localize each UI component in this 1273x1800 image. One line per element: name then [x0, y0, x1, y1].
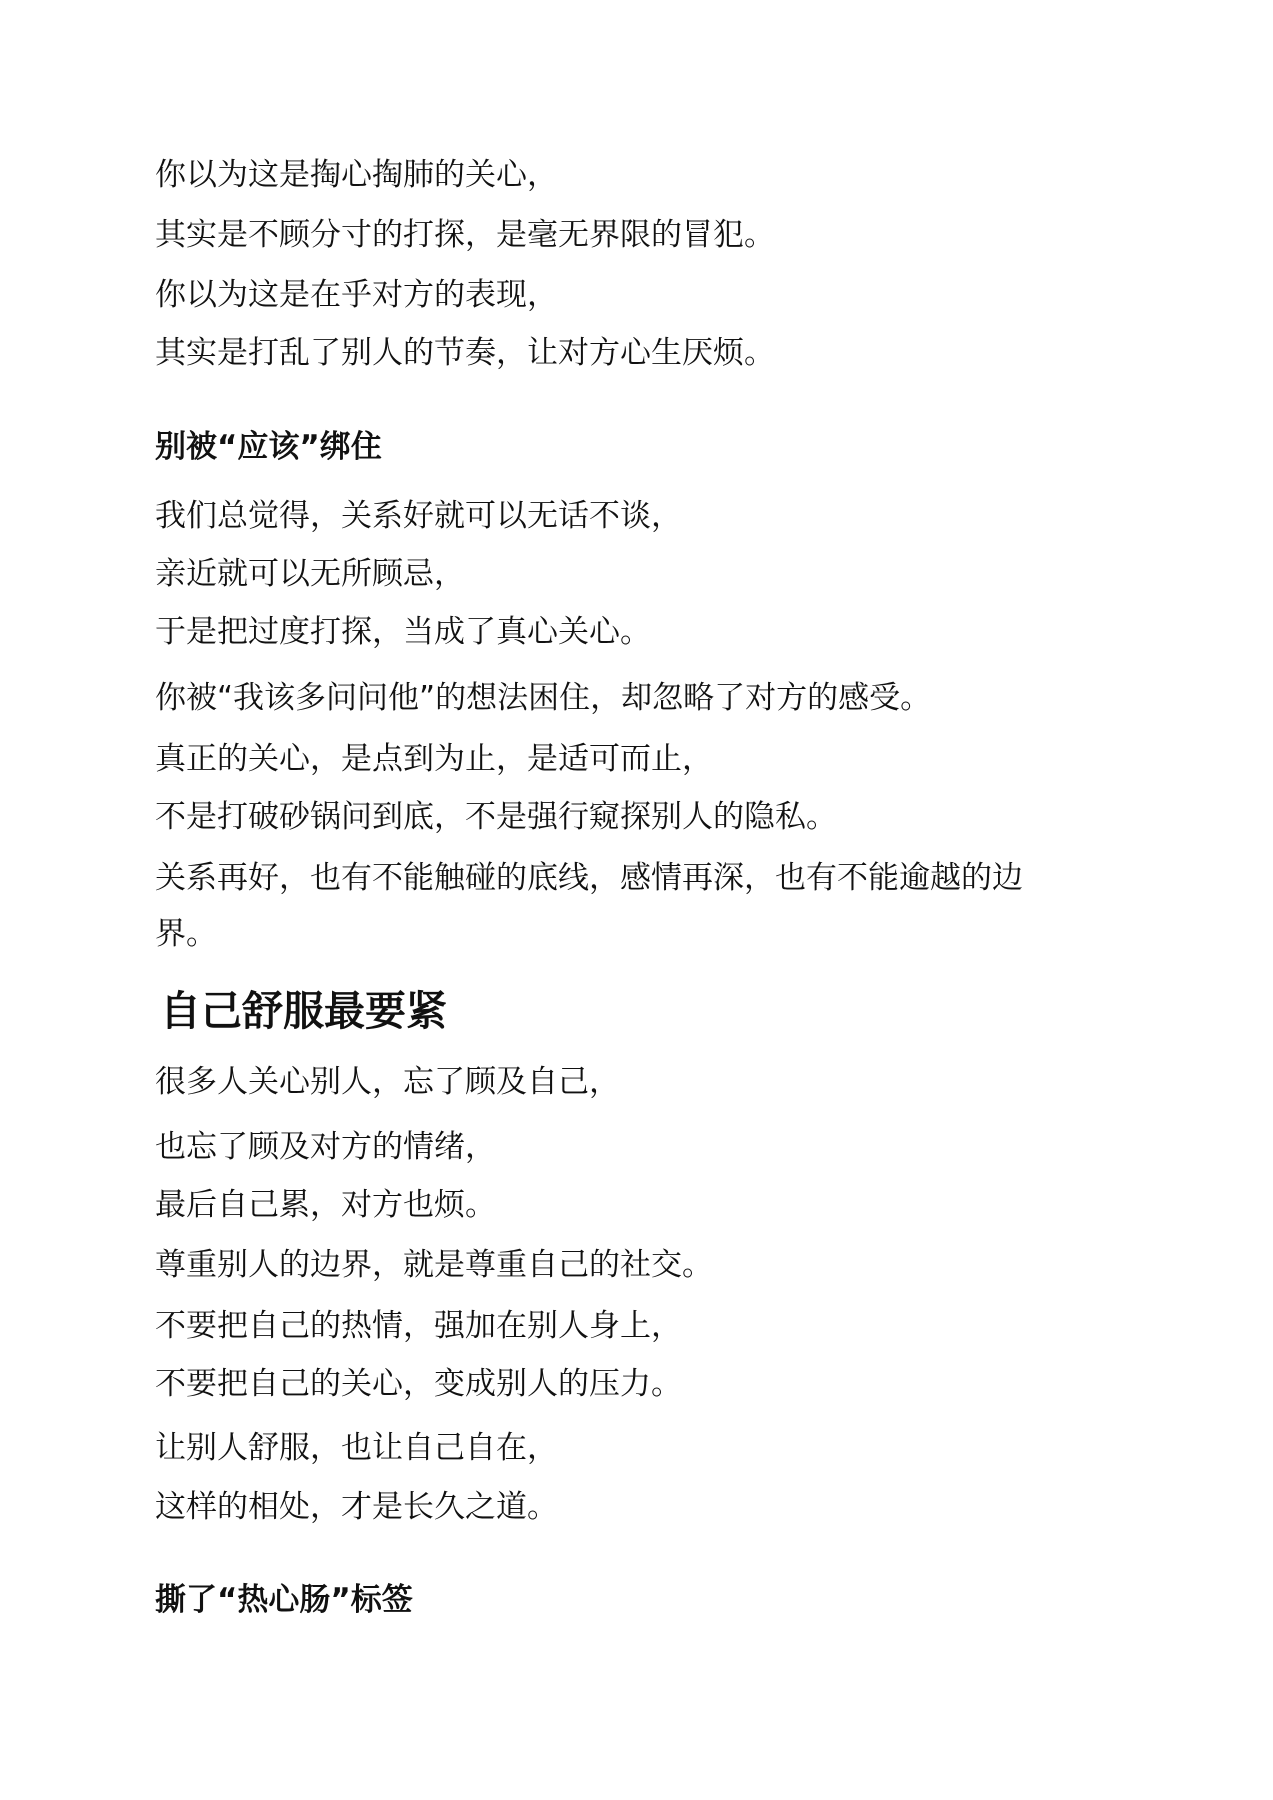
section-heading: 撕了“热心肠”标签	[155, 1582, 413, 1618]
body-line: 不要把自己的关心，变成别人的压力。	[155, 1366, 682, 1402]
body-line: 你以为这是在乎对方的表现，	[155, 277, 558, 313]
body-line: 关系再好，也有不能触碰的底线，感情再深，也有不能逾越的边	[155, 860, 1023, 896]
section-title: 自己舒服最要紧	[160, 987, 447, 1035]
body-line: 其实是不顾分寸的打探，是毫无界限的冒犯。	[155, 217, 775, 253]
body-line: 界。	[155, 916, 217, 952]
body-line: 我们总觉得，关系好就可以无话不谈，	[155, 498, 682, 534]
body-line: 不是打破砂锅问到底，不是强行窥探别人的隐私。	[155, 799, 837, 835]
body-line: 不要把自己的热情，强加在别人身上，	[155, 1308, 682, 1344]
body-line: 尊重别人的边界，就是尊重自己的社交。	[155, 1247, 713, 1283]
body-line: 最后自己累，对方也烦。	[155, 1187, 496, 1223]
body-line: 你以为这是掏心掏肺的关心，	[155, 157, 558, 193]
body-line: 你被“我该多问问他”的想法困住，却忽略了对方的感受。	[155, 680, 932, 716]
section-heading: 别被“应该”绑住	[155, 429, 382, 465]
body-line: 让别人舒服，也让自己自在，	[155, 1430, 558, 1466]
body-line: 其实是打乱了别人的节奏，让对方心生厌烦。	[155, 335, 775, 371]
body-line: 很多人关心别人，忘了顾及自己，	[155, 1064, 620, 1100]
body-line: 也忘了顾及对方的情绪，	[155, 1129, 496, 1165]
body-line: 真正的关心，是点到为止，是适可而止，	[155, 741, 713, 777]
body-line: 亲近就可以无所顾忌，	[155, 556, 465, 592]
body-line: 于是把过度打探，当成了真心关心。	[155, 614, 651, 650]
body-line: 这样的相处，才是长久之道。	[155, 1489, 558, 1525]
